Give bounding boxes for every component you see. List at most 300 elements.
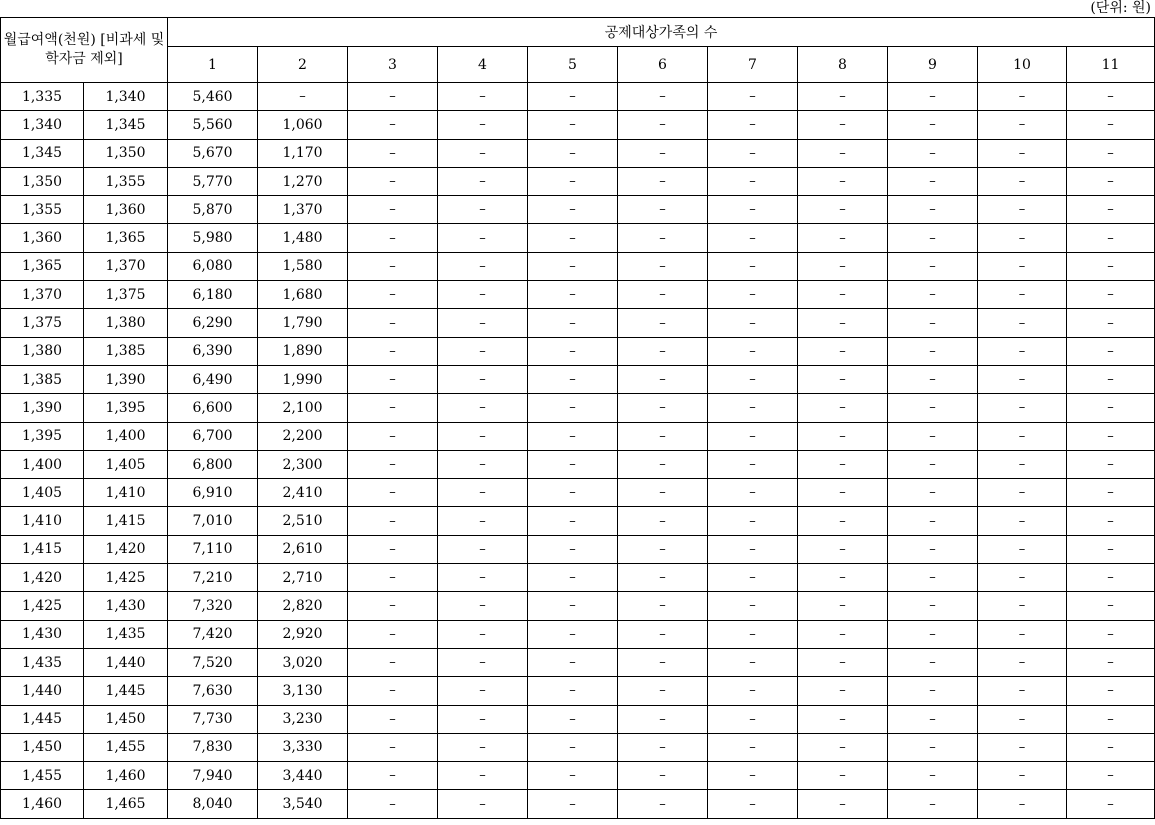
tax-cell: – [798,139,888,167]
salary-from-cell: 1,370 [1,281,84,309]
tax-cell: – [1067,648,1155,676]
tax-cell: – [798,762,888,790]
tax-cell: – [1067,252,1155,280]
tax-cell: – [708,224,798,252]
tax-cell: – [708,479,798,507]
tax-cell: – [438,337,528,365]
salary-to-cell: 1,460 [84,762,168,790]
tax-cell: 1,890 [258,337,348,365]
tax-cell: – [438,762,528,790]
tax-cell: – [348,564,438,592]
family-count-6: 6 [618,47,708,83]
tax-cell: – [1067,139,1155,167]
tax-cell: – [708,648,798,676]
salary-from-cell: 1,435 [1,648,84,676]
tax-cell: – [348,450,438,478]
tax-cell: – [888,564,978,592]
tax-cell: 1,370 [258,196,348,224]
tax-cell: – [438,167,528,195]
tax-cell: – [978,394,1067,422]
tax-cell: – [1067,281,1155,309]
withholding-tax-table [0,17,1155,819]
tax-cell: – [798,337,888,365]
tax-cell: – [708,337,798,365]
tax-cell: – [528,733,618,761]
tax-cell: – [438,677,528,705]
tax-cell: 6,490 [168,365,258,393]
salary-from-cell: 1,360 [1,224,84,252]
tax-cell: – [708,790,798,818]
tax-cell: – [348,139,438,167]
tax-cell: – [1067,592,1155,620]
salary-from-cell: 1,350 [1,167,84,195]
tax-cell: 2,920 [258,620,348,648]
tax-cell: – [888,139,978,167]
tax-cell: – [798,450,888,478]
tax-cell: – [798,83,888,111]
tax-cell: – [1067,507,1155,535]
tax-cell: – [978,111,1067,139]
tax-cell: – [708,535,798,563]
tax-cell: – [618,252,708,280]
tax-cell: – [1067,309,1155,337]
salary-from-cell: 1,390 [1,394,84,422]
salary-to-cell: 1,365 [84,224,168,252]
tax-cell: 6,080 [168,252,258,280]
tax-cell: – [438,139,528,167]
table-row [1,620,1155,648]
tax-cell: – [348,620,438,648]
table-row [1,762,1155,790]
table-row [1,648,1155,676]
tax-cell: 2,100 [258,394,348,422]
salary-to-cell: 1,420 [84,535,168,563]
tax-cell: – [348,365,438,393]
salary-from-cell: 1,395 [1,422,84,450]
tax-cell: – [618,535,708,563]
tax-cell: – [798,167,888,195]
tax-cell: – [528,83,618,111]
tax-cell: – [618,167,708,195]
table-row [1,196,1155,224]
salary-from-cell: 1,420 [1,564,84,592]
salary-from-cell: 1,410 [1,507,84,535]
tax-cell: – [888,648,978,676]
salary-to-cell: 1,430 [84,592,168,620]
salary-to-cell: 1,360 [84,196,168,224]
tax-cell: – [888,309,978,337]
table-row [1,790,1155,818]
tax-cell: – [618,196,708,224]
tax-cell: – [888,479,978,507]
tax-cell: – [348,507,438,535]
tax-cell: 3,540 [258,790,348,818]
tax-cell: – [888,337,978,365]
tax-cell: – [708,733,798,761]
tax-cell: – [708,705,798,733]
table-row [1,479,1155,507]
tax-cell: – [888,394,978,422]
tax-cell: – [438,252,528,280]
tax-cell: – [708,365,798,393]
tax-cell: 3,230 [258,705,348,733]
salary-from-cell: 1,430 [1,620,84,648]
tax-cell: – [618,281,708,309]
unit-note: (단위: 원) [1090,0,1151,16]
tax-cell: – [438,450,528,478]
table-row [1,139,1155,167]
table-row [1,224,1155,252]
tax-cell: – [978,762,1067,790]
tax-cell: – [438,309,528,337]
table-row [1,677,1155,705]
tax-cell: – [528,705,618,733]
table-row [1,733,1155,761]
salary-to-cell: 1,400 [84,422,168,450]
tax-cell: – [798,507,888,535]
tax-cell: – [1067,620,1155,648]
tax-cell: – [618,677,708,705]
tax-cell: – [1067,790,1155,818]
tax-cell: – [528,422,618,450]
tax-cell: – [978,83,1067,111]
tax-cell: 5,460 [168,83,258,111]
salary-from-cell: 1,460 [1,790,84,818]
tax-cell: – [618,365,708,393]
tax-cell: – [798,648,888,676]
tax-cell: – [708,111,798,139]
tax-cell: – [888,281,978,309]
tax-cell: – [618,337,708,365]
tax-cell: – [708,762,798,790]
tax-cell: – [1067,733,1155,761]
table-body [1,83,1155,819]
tax-cell: 5,980 [168,224,258,252]
table-row [1,167,1155,195]
tax-cell: – [888,252,978,280]
tax-cell: – [978,252,1067,280]
tax-cell: – [348,535,438,563]
family-count-header: 공제대상가족의 수 [168,18,1155,47]
tax-cell: – [978,564,1067,592]
table-row [1,507,1155,535]
tax-cell: – [708,394,798,422]
tax-cell: – [438,365,528,393]
family-count-1: 1 [168,47,258,83]
tax-cell: – [528,564,618,592]
tax-cell: – [978,733,1067,761]
tax-cell: – [348,224,438,252]
salary-from-cell: 1,380 [1,337,84,365]
tax-cell: – [618,422,708,450]
tax-cell: 3,330 [258,733,348,761]
tax-cell: – [528,309,618,337]
tax-cell: – [798,281,888,309]
tax-cell: – [798,592,888,620]
tax-cell: – [618,450,708,478]
tax-cell: – [888,196,978,224]
tax-cell: – [798,224,888,252]
tax-cell: – [438,422,528,450]
tax-cell: – [348,479,438,507]
tax-cell: 3,020 [258,648,348,676]
tax-cell: 1,680 [258,281,348,309]
tax-cell: – [798,422,888,450]
table-row [1,535,1155,563]
table-row [1,394,1155,422]
table-row [1,365,1155,393]
salary-to-cell: 1,350 [84,139,168,167]
tax-cell: – [528,535,618,563]
tax-cell: 2,410 [258,479,348,507]
tax-cell: 7,010 [168,507,258,535]
tax-cell: – [708,592,798,620]
tax-cell: – [888,620,978,648]
tax-cell: 6,180 [168,281,258,309]
tax-cell: 5,770 [168,167,258,195]
tax-cell: – [618,394,708,422]
tax-cell: 1,480 [258,224,348,252]
salary-from-cell: 1,415 [1,535,84,563]
tax-cell: – [798,111,888,139]
salary-from-cell: 1,355 [1,196,84,224]
tax-cell: – [978,422,1067,450]
salary-to-cell: 1,345 [84,111,168,139]
tax-cell: – [618,648,708,676]
tax-cell: – [438,733,528,761]
tax-cell: – [978,790,1067,818]
tax-cell: – [798,620,888,648]
tax-cell: – [1067,564,1155,592]
tax-cell: – [348,677,438,705]
tax-cell: – [978,309,1067,337]
tax-cell: – [528,111,618,139]
tax-cell: – [528,479,618,507]
tax-cell: – [348,705,438,733]
family-count-11: 11 [1067,47,1155,83]
tax-cell: – [618,705,708,733]
tax-cell: 2,200 [258,422,348,450]
tax-cell: – [618,507,708,535]
tax-cell: – [888,83,978,111]
salary-from-cell: 1,445 [1,705,84,733]
tax-cell: – [798,535,888,563]
salary-to-cell: 1,385 [84,337,168,365]
tax-cell: 6,600 [168,394,258,422]
tax-cell: – [528,337,618,365]
tax-cell: – [618,762,708,790]
salary-to-cell: 1,340 [84,83,168,111]
tax-cell: 7,420 [168,620,258,648]
tax-cell: – [888,422,978,450]
salary-from-cell: 1,400 [1,450,84,478]
tax-cell: – [888,733,978,761]
tax-cell: – [888,677,978,705]
tax-cell: – [978,337,1067,365]
table-row [1,705,1155,733]
table-row [1,422,1155,450]
tax-cell: – [798,790,888,818]
tax-cell: – [348,83,438,111]
tax-cell: – [888,762,978,790]
table-row [1,281,1155,309]
tax-cell: – [528,281,618,309]
tax-cell: – [1067,83,1155,111]
tax-cell: – [528,592,618,620]
tax-cell: – [888,167,978,195]
table-row [1,252,1155,280]
tax-cell: 7,110 [168,535,258,563]
tax-cell: – [348,790,438,818]
tax-cell: – [438,111,528,139]
tax-cell: – [978,677,1067,705]
tax-cell: – [528,365,618,393]
table-row [1,83,1155,111]
tax-cell: – [528,196,618,224]
family-count-5: 5 [528,47,618,83]
tax-cell: – [978,281,1067,309]
tax-cell: – [528,790,618,818]
tax-cell: – [528,224,618,252]
salary-from-cell: 1,345 [1,139,84,167]
tax-cell: – [978,365,1067,393]
tax-cell: – [438,507,528,535]
salary-to-cell: 1,405 [84,450,168,478]
salary-to-cell: 1,455 [84,733,168,761]
tax-cell: – [528,139,618,167]
tax-cell: – [1067,677,1155,705]
tax-cell: 7,730 [168,705,258,733]
tax-cell: 5,870 [168,196,258,224]
salary-from-cell: 1,340 [1,111,84,139]
tax-cell: – [348,196,438,224]
tax-cell: – [528,450,618,478]
salary-from-cell: 1,385 [1,365,84,393]
tax-cell: – [438,564,528,592]
tax-cell: – [798,705,888,733]
tax-cell: – [1067,422,1155,450]
tax-cell: – [798,252,888,280]
tax-cell: – [798,564,888,592]
tax-cell: – [708,83,798,111]
salary-to-cell: 1,370 [84,252,168,280]
table-row [1,337,1155,365]
salary-to-cell: 1,380 [84,309,168,337]
tax-cell: – [798,733,888,761]
tax-cell: – [438,592,528,620]
tax-cell: 3,130 [258,677,348,705]
table-row [1,564,1155,592]
tax-cell: – [438,196,528,224]
salary-from-cell: 1,365 [1,252,84,280]
tax-cell: 5,670 [168,139,258,167]
tax-cell: – [618,309,708,337]
tax-cell: 6,800 [168,450,258,478]
tax-cell: – [528,507,618,535]
tax-cell: – [618,83,708,111]
tax-cell: – [1067,111,1155,139]
tax-cell: – [798,394,888,422]
tax-cell: – [708,167,798,195]
table-row [1,592,1155,620]
tax-cell: – [618,564,708,592]
tax-cell: – [1067,167,1155,195]
tax-cell: 7,210 [168,564,258,592]
tax-cell: – [978,507,1067,535]
tax-cell: – [1067,394,1155,422]
tax-cell: 1,170 [258,139,348,167]
tax-cell: 2,710 [258,564,348,592]
tax-cell: – [708,450,798,478]
tax-cell: – [888,535,978,563]
tax-cell: 5,560 [168,111,258,139]
salary-from-cell: 1,440 [1,677,84,705]
salary-to-cell: 1,445 [84,677,168,705]
salary-to-cell: 1,450 [84,705,168,733]
tax-cell: – [618,620,708,648]
tax-cell: – [978,620,1067,648]
tax-cell: – [1067,196,1155,224]
tax-cell: – [978,450,1067,478]
tax-cell: – [438,705,528,733]
tax-cell: – [618,733,708,761]
salary-from-cell: 1,375 [1,309,84,337]
salary-to-cell: 1,440 [84,648,168,676]
tax-cell: – [438,479,528,507]
tax-cell: – [438,535,528,563]
family-count-2: 2 [258,47,348,83]
tax-cell: – [528,394,618,422]
tax-cell: – [348,762,438,790]
tax-cell: – [528,648,618,676]
tax-cell: – [438,224,528,252]
tax-cell: – [798,365,888,393]
salary-to-cell: 1,390 [84,365,168,393]
tax-cell: – [618,592,708,620]
tax-cell: – [888,790,978,818]
tax-cell: – [888,705,978,733]
tax-cell: 6,910 [168,479,258,507]
tax-cell: – [438,620,528,648]
salary-to-cell: 1,355 [84,167,168,195]
tax-cell: – [888,592,978,620]
tax-cell: – [708,620,798,648]
salary-header: 월급여액(천원) [비과세 및 학자금 제외] [1,18,168,83]
tax-cell: – [708,564,798,592]
tax-cell: – [708,196,798,224]
salary-to-cell: 1,415 [84,507,168,535]
tax-cell: 2,510 [258,507,348,535]
family-count-4: 4 [438,47,528,83]
tax-cell: – [1067,450,1155,478]
tax-cell: 1,580 [258,252,348,280]
tax-cell: – [888,450,978,478]
tax-cell: – [348,394,438,422]
tax-cell: – [978,705,1067,733]
tax-cell: – [618,139,708,167]
tax-cell: – [528,677,618,705]
tax-cell: 2,610 [258,535,348,563]
tax-cell: – [708,677,798,705]
tax-cell: 7,630 [168,677,258,705]
tax-cell: – [798,196,888,224]
tax-cell: – [528,167,618,195]
tax-cell: 7,320 [168,592,258,620]
tax-cell: – [888,365,978,393]
salary-to-cell: 1,435 [84,620,168,648]
family-count-7: 7 [708,47,798,83]
family-count-3: 3 [348,47,438,83]
